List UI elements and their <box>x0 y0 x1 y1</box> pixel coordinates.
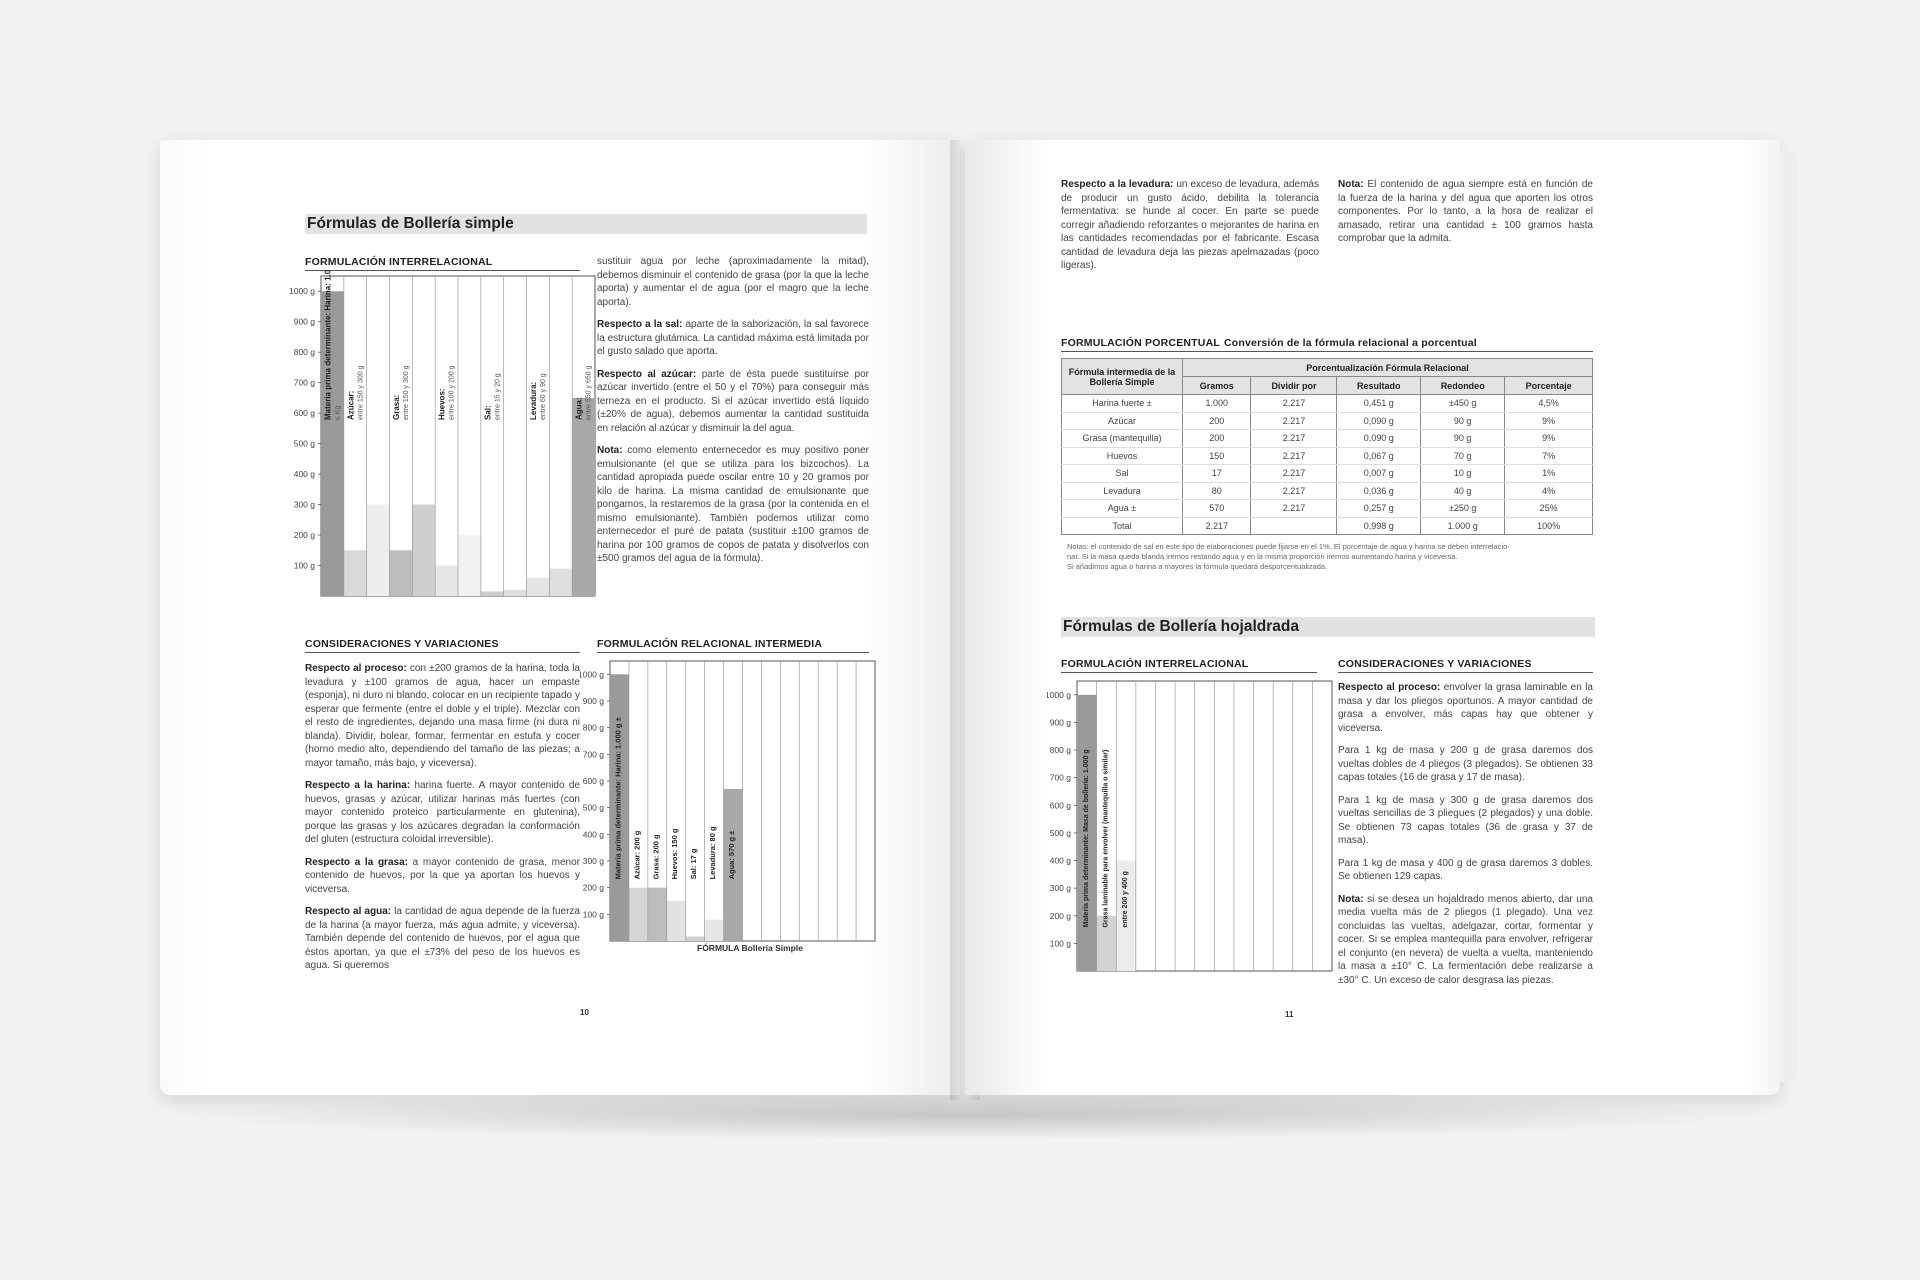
table-cell: 10 g <box>1421 465 1505 483</box>
paragraph-lead: Nota: <box>597 445 623 456</box>
percentage-table <box>1061 358 1593 535</box>
table-cell: 0,090 g <box>1337 412 1421 430</box>
subtitle-interrelacional: FORMULACIÓN INTERRELACIONAL <box>305 256 580 271</box>
paragraph-lead: Respecto al proceso: <box>305 663 407 674</box>
chart-interrelacional-simple <box>285 270 600 600</box>
table-cell: 150 <box>1183 447 1251 465</box>
table-cell: Grasa (mantequilla) <box>1062 430 1183 448</box>
column-label: Materia prima determinante: Harina: 1.000 g ± <box>613 717 623 880</box>
column-range: entre 150 y 300 g <box>403 365 411 420</box>
table-cell: 0,007 g <box>1337 465 1421 483</box>
table-cell: 0,451 g <box>1337 395 1421 413</box>
paragraph <box>597 444 869 566</box>
table-cell: Azúcar <box>1062 412 1183 430</box>
paragraph <box>1338 744 1593 785</box>
paragraph <box>305 779 580 847</box>
column-label: Huevos: 150 g <box>670 828 680 880</box>
table-cell: 200 <box>1183 412 1251 430</box>
chart-bar <box>504 590 527 596</box>
paragraph-lead: Nota: <box>1338 893 1364 905</box>
paragraph-text: sustituir agua por leche (aproximadamente la mitad), debemos disminuir el contenido de grasa (por la que la leche aporta) y aumentar el de agua (por el magro que la leche aporta). <box>597 256 869 308</box>
paragraph-text: El contenido de agua siempre está en función de la fuerza de la harina y del agua que aporten los otros componentes. Por lo tanto, a la hora de realizar el amasado, retirar una cantidad ± 100 gramos hasta comprobar que la admita. <box>1338 179 1593 244</box>
table-cell: 0,067 g <box>1337 447 1421 465</box>
chart-caption-formula: FÓRMULA Bollería Simple <box>697 943 803 953</box>
paragraph-text: aparte de la saborización, la sal favorece la estructura glutámica. La cantidad máxima está limitada por el gusto salado que aporta. <box>597 319 869 357</box>
column-range: entre 550 y 650 g <box>585 365 593 420</box>
table-cell: 2.217 <box>1251 430 1337 448</box>
chart-bar <box>458 535 481 596</box>
paragraph-lead: Respecto a la levadura: <box>1061 179 1174 190</box>
table-cell: 0,998 g <box>1337 517 1421 535</box>
table-cell: 570 <box>1183 500 1251 518</box>
chart-relacional-intermedia <box>580 655 880 945</box>
y-tick-label: 200 g <box>582 882 604 893</box>
table-notes <box>1067 542 1595 572</box>
paragraph <box>1338 681 1593 735</box>
paragraph <box>1338 893 1593 988</box>
chart-bar <box>648 888 667 941</box>
table-cell: Levadura <box>1062 482 1183 500</box>
subtitle-interrelacional-hojaldrada: FORMULACIÓN INTERRELACIONAL <box>1061 658 1317 673</box>
paragraph <box>597 255 869 309</box>
paragraph-lead: Respecto a la grasa: <box>305 856 408 868</box>
y-tick-label: 500 g <box>293 438 315 449</box>
column-label: Grasa: 200 g <box>651 834 661 880</box>
paragraph-lead: Respecto a la harina: <box>305 780 411 791</box>
chart-svg <box>580 655 880 945</box>
y-tick-label: 700 g <box>293 377 315 388</box>
chart-bar <box>705 920 724 941</box>
table-cell: 2.217 <box>1251 395 1337 413</box>
y-tick-label: 800 g <box>293 347 315 358</box>
paragraph-lead: Respecto al proceso: <box>1338 682 1441 693</box>
paragraph <box>1338 857 1593 884</box>
paragraph <box>305 856 580 897</box>
table-cell: 25% <box>1505 500 1593 518</box>
table-cell: 80 <box>1183 482 1251 500</box>
paragraph-text: Para 1 kg de masa y 200 g de grasa daremos dos vueltas dobles de 4 pliegos (3 plegados). Se obtienen 33 capas totales (16 de grasa y 17 de masa). <box>1338 745 1593 783</box>
chart-bar <box>481 591 504 596</box>
page-edges <box>1780 152 1798 1082</box>
chart-bar <box>572 398 595 596</box>
y-tick-label: 600 g <box>1049 800 1071 811</box>
chart-bar <box>527 578 550 596</box>
table-row <box>1062 500 1593 518</box>
paragraph-text: si se desea un hojaldrado menos abierto, dar una media vuelta más de 2 pliegos (1 plegado). Una vez concluidas las vueltas, adelgazar, cortar, formentar y cocer. Si se emplea mantequilla para envolver, refrigerar el conjunto (en nevera) de vuelta a vuelta, manteniendo la masa a ±10° C. La fermentación debe realizarse a ±30° C. Un exceso de calor desgrasa las piezas. <box>1338 893 1593 986</box>
y-tick-label: 700 g <box>582 749 604 760</box>
column-range: entre 100 y 200 g <box>448 365 456 420</box>
paragraph-text: parte de ésta puede sustituirse por azúcar invertido (entre el 50 y el 70%) para conseguir más terneza en el producto. Si el azúcar invertido está líquido (±20% de agua), debemos aumentar la cantidad sustituida en relación al azúcar y disminuir la del agua. <box>597 368 869 434</box>
paragraph-text: como elemento enternecedor es muy positivo poner emulsionante (el que se utiliza para los bizcochos). La cantidad apropiada puede oscilar entre 10 y 20 gramos por kilo de harina. La misma cantidad de emulsionante que pongamos, la restaremos de la grasa (por la contenida en el mismo emulsionante). También podemos utilizar como enternecedor el puré de patata (sustituir ±100 gramos de harina por 100 gramos de copos de patata y disolverlos con ±500 gramos del agua de la fórmula). <box>597 445 869 564</box>
section-title-bolleria-simple: Fórmulas de Bollería simple <box>305 214 867 234</box>
column-title: Agua: <box>574 397 584 420</box>
paragraph <box>1061 178 1319 273</box>
column-label: Azúcar: 200 g <box>632 830 642 880</box>
column-label: entre 200 y 400 g <box>1122 871 1130 928</box>
y-tick-label: 200 g <box>1049 910 1071 921</box>
paragraph <box>597 318 869 359</box>
y-tick-label: 900 g <box>293 316 315 327</box>
table-cell: 90 g <box>1421 430 1505 448</box>
table-cell: 40 g <box>1421 482 1505 500</box>
page-number-left: 10 <box>580 1008 589 1017</box>
chart-bar <box>549 569 572 596</box>
table-row <box>1062 430 1593 448</box>
y-tick-label: 500 g <box>1049 827 1071 838</box>
y-tick-label: 1000 g <box>1047 689 1071 700</box>
text-levadura <box>1061 178 1319 282</box>
y-tick-label: 600 g <box>582 776 604 786</box>
table-col-header: Resultado <box>1337 377 1421 395</box>
table-cell: 9% <box>1505 430 1593 448</box>
y-tick-label: 700 g <box>1049 772 1071 783</box>
table-cell: 1.000 <box>1183 395 1251 413</box>
table-cell: 9% <box>1505 412 1593 430</box>
table-row <box>1062 465 1593 483</box>
chart-svg <box>285 270 600 600</box>
table-cell: Huevos <box>1062 447 1183 465</box>
subtitle-intermedia: FORMULACIÓN RELACIONAL INTERMEDIA <box>597 638 869 653</box>
paragraph <box>305 905 580 973</box>
table-col-header: Dividir por <box>1251 377 1337 395</box>
paragraph-text: un exceso de levadura, además de producir un gusto ácido, debilita la tolerancia fermentativa: se hunde al cocer. En parte se puede corregir añadiendo reforzantes o mejorantes de harina en las cantidades recomendadas por el fabricante. Escasa cantidad de levadura deja las piezas apelmazadas (poco ligeras). <box>1061 179 1319 271</box>
y-tick-label: 1000 g <box>580 669 604 680</box>
column-title: Huevos: <box>437 388 447 420</box>
y-tick-label: 400 g <box>582 829 604 840</box>
column-label: Materia prima determinante: Masa de bollería: 1.000 g <box>1082 749 1090 928</box>
column-title: Materia prima determinante: Harina: 1.000 g <box>323 270 333 420</box>
page-number-right: 11 <box>1285 1010 1294 1019</box>
y-tick-label: 800 g <box>582 722 604 733</box>
column-range: entre 60 y 90 g <box>540 373 548 420</box>
table-cell: ±450 g <box>1421 395 1505 413</box>
table-cell: 4,5% <box>1505 395 1593 413</box>
table-cell: Total <box>1062 517 1183 535</box>
column-label: Grasa laminable para envolver (mantequilla o similar) <box>1102 749 1110 928</box>
table-cell: Sal <box>1062 465 1183 483</box>
column-title: Sal: <box>483 405 493 420</box>
open-book <box>160 140 1780 1100</box>
table-col-header: Porcentaje <box>1505 377 1593 395</box>
chart-bar <box>412 505 435 596</box>
y-tick-label: 100 g <box>582 909 604 920</box>
table-cell: Harina fuerte ± <box>1062 395 1183 413</box>
column-range: ≤ Kg <box>334 405 342 420</box>
paragraph-lead: Nota: <box>1338 179 1364 190</box>
y-tick-label: 300 g <box>582 856 604 866</box>
y-tick-label: 100 g <box>1049 938 1071 949</box>
paragraph <box>1338 178 1593 246</box>
paragraph-text: envolver la grasa laminable en la masa y dar los pliegos oportunos. A mayor cantidad de grasa a envolver, más capas hay que obtener y viceversa. <box>1338 682 1593 734</box>
chart-bar <box>629 888 648 941</box>
table-cell: 4% <box>1505 482 1593 500</box>
column-title: Grasa: <box>392 394 402 420</box>
table-note-line: Notas: el contenido de sal en este tipo de elaboraciones puede fijarse en el 1%. El porcentaje de agua y harina se deben interrelacio- <box>1067 542 1510 551</box>
column-title: Azúcar: <box>346 390 356 420</box>
table-cell: Agua ± <box>1062 500 1183 518</box>
y-tick-label: 1000 g <box>289 286 315 297</box>
table-cell: 200 <box>1183 430 1251 448</box>
y-tick-label: 300 g <box>293 499 315 510</box>
paragraph-lead: Respecto al azúcar: <box>597 368 697 380</box>
y-tick-label: 300 g <box>1049 883 1071 894</box>
table-cell: 0,036 g <box>1337 482 1421 500</box>
y-tick-label: 800 g <box>1049 745 1071 756</box>
paragraph-text: con ±200 gramos de la harina, toda la levadura y ±100 gramos de agua, hacer un empaste (esponja), ni duro ni blando, colocar en un recipiente tapado y esperar que fermente (entre el doble y el triple). Mezclar con el resto de ingredientes, dejando una masa firme (ni dura ni blanda). Dividir, bolear, formar, fermentar en estufa y cocer (horno medio alto, dependiendo del tamaño de las piezas; a mayor tamaño, más bajo, y viceversa). <box>305 663 580 769</box>
table-row <box>1062 482 1593 500</box>
column-label: Levadura: 80 g <box>708 826 718 880</box>
paragraph-text: Para 1 kg de masa y 300 g de grasa daremos dos vueltas sencillas de 3 pliegues (2 plegados) y una doble. Se obtienen 73 capas totales (36 de grasa y 37 de masa). <box>1338 794 1593 846</box>
table-cell: 0,090 g <box>1337 430 1421 448</box>
table-header-group: Porcentualización Fórmula Relacional <box>1183 359 1593 377</box>
chart-bar <box>686 936 705 941</box>
y-tick-label: 900 g <box>582 696 604 706</box>
text-consideraciones-hojaldrada <box>1338 681 1593 996</box>
table-row <box>1062 447 1593 465</box>
chart-bar <box>367 505 390 596</box>
paragraph <box>1338 794 1593 848</box>
left-page <box>160 140 960 1095</box>
table-cell: 2.217 <box>1251 465 1337 483</box>
subtitle-consideraciones: CONSIDERACIONES Y VARIACIONES <box>305 638 580 653</box>
table-cell: 0,257 g <box>1337 500 1421 518</box>
column-range: entre 15 y 20 g <box>494 373 502 420</box>
text-consideraciones <box>305 662 580 982</box>
paragraph-text: a mayor contenido de grasa, menor contenido de huevos, por la que ya aportan los huevos y viceversa. <box>305 856 580 895</box>
table-col-header: Redondeo <box>1421 377 1505 395</box>
table-cell: 70 g <box>1421 447 1505 465</box>
column-title: Levadura: <box>529 381 539 420</box>
table-cell: 2.217 <box>1251 482 1337 500</box>
table-row <box>1062 517 1593 535</box>
table-cell: 100% <box>1505 517 1593 535</box>
chart-bar <box>667 901 686 941</box>
paragraph-text: harina fuerte. A mayor contenido de huevos, grasas y azúcar, utilizar harinas más fuertes (con mayor contenido proteico particularmente en glutenina), porque las grasas y los azúcares degradan la conformación del gluten (estructura coloidal irreversible). <box>305 780 580 845</box>
y-tick-label: 400 g <box>1049 855 1071 866</box>
column-label: Agua: 570 g ± <box>726 830 736 880</box>
subtitle-porcentual-extra: Conversión de la fórmula relacional a porcentual <box>1223 337 1477 349</box>
chart-bar <box>390 550 413 596</box>
table-note-line: Si añadimos agua o harina a mayores la fórmula quedará desporcentualizada. <box>1067 562 1328 571</box>
table-cell: 90 g <box>1421 412 1505 430</box>
y-tick-label: 100 g <box>293 560 315 571</box>
table-col-header: Gramos <box>1183 377 1251 395</box>
y-tick-label: 200 g <box>293 530 315 541</box>
table-header-formula: Fórmula intermedia de la Bollería Simple <box>1062 359 1183 395</box>
subtitle-consideraciones-hojaldrada: CONSIDERACIONES Y VARIACIONES <box>1338 658 1593 673</box>
table-cell: 17 <box>1183 465 1251 483</box>
table-cell: 2.217 <box>1251 447 1337 465</box>
y-tick-label: 600 g <box>293 408 315 419</box>
chart-svg <box>1047 675 1337 975</box>
table-note-line: nar. Si la masa queda blanda iremos restando agua y en la misma proporción iremos aumentando harina y viceversa. <box>1067 552 1458 561</box>
table-cell: ±250 g <box>1421 500 1505 518</box>
chart-bar <box>344 550 367 596</box>
table-cell: 2.217 <box>1251 412 1337 430</box>
table-cell: 1% <box>1505 465 1593 483</box>
table-cell <box>1251 517 1337 535</box>
table-cell: 2.217 <box>1183 517 1251 535</box>
paragraph <box>305 662 580 770</box>
table-row <box>1062 412 1593 430</box>
paragraph-lead: Respecto al agua: <box>305 906 392 917</box>
paragraph <box>597 368 869 436</box>
table-row <box>1062 395 1593 413</box>
section-title-bolleria-hojaldrada: Fórmulas de Bollería hojaldrada <box>1061 617 1595 637</box>
column-label: Sal: 17 g <box>689 848 699 880</box>
table-cell: 1.000 g <box>1421 517 1505 535</box>
y-tick-label: 900 g <box>1049 717 1071 728</box>
paragraph-text: Para 1 kg de masa y 400 g de grasa daremos 3 dobles. Se obtienen 129 capas. <box>1338 857 1593 882</box>
paragraph-lead: Respecto a la sal: <box>597 319 683 330</box>
chart-interrelacional-hojaldrada <box>1047 675 1337 975</box>
y-tick-label: 500 g <box>582 802 604 813</box>
chart-bar <box>435 566 458 596</box>
subtitle-porcentual-label: FORMULACIÓN PORCENTUAL <box>1061 337 1220 349</box>
text-nota-agua <box>1338 178 1593 255</box>
paragraph-text: la cantidad de agua depende de la fuerza de la harina (a mayor fuerza, más agua admite, y viceversa). También depende del contenido de huevos, por el agua que éstos aportan, ya que el ±73% del peso de los huevos es agua. Si queremos <box>305 906 580 971</box>
subtitle-porcentual <box>1061 337 1593 352</box>
table-cell: 7% <box>1505 447 1593 465</box>
column-range: entre 150 y 300 g <box>357 365 365 420</box>
y-tick-label: 400 g <box>293 469 315 480</box>
table-cell: 2.217 <box>1251 500 1337 518</box>
right-page <box>965 140 1780 1095</box>
text-column-right-top <box>597 255 869 575</box>
